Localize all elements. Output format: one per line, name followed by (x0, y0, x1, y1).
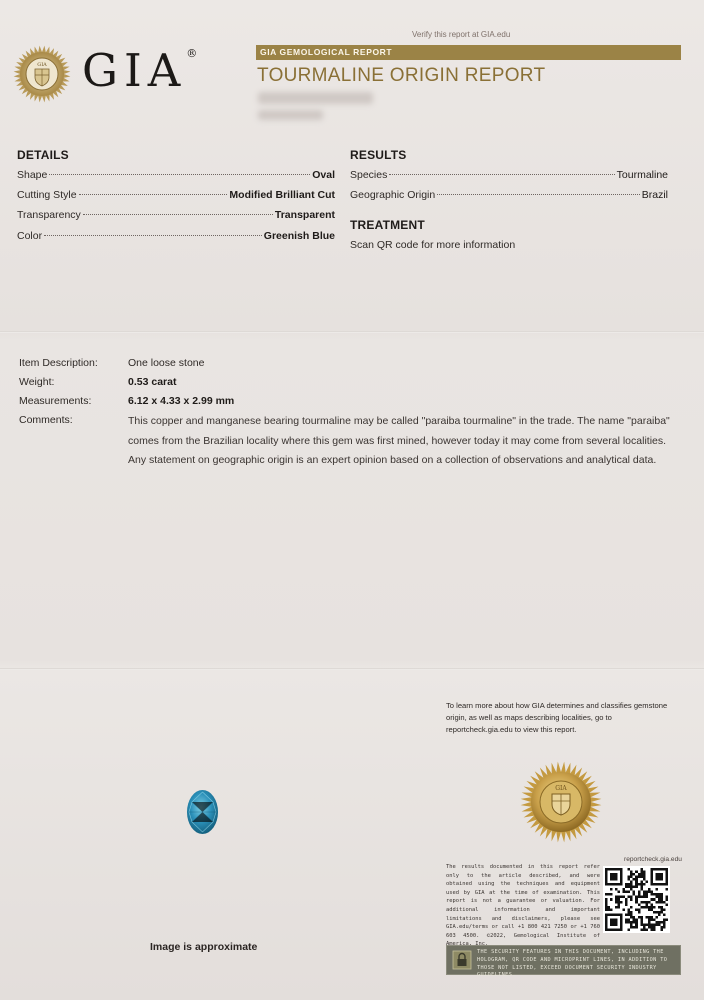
image-caption: Image is approximate (150, 941, 258, 953)
weight-value: 0.53 carat (128, 376, 177, 388)
results-heading: RESULTS (350, 148, 407, 162)
comments-label: Comments: (19, 414, 73, 426)
fold-line (0, 668, 704, 670)
treatment-heading: TREATMENT (350, 218, 425, 232)
security-text: THE SECURITY FEATURES IN THIS DOCUMENT, INCLUDING THE HOLOGRAM, QR CODE AND MICROPRINT LINES, IN ADDITION TO THOSE NOT LISTED, EXCEED DOCUMENT SECURITY INDUSTRY GUIDELINES. (477, 949, 668, 979)
report-type-bar (256, 45, 681, 60)
report-title: TOURMALINE ORIGIN REPORT (257, 65, 546, 86)
fold-line (0, 331, 704, 333)
detail-row-color: Color Greenish Blue (17, 230, 335, 242)
svg-text:GIA: GIA (555, 785, 567, 792)
comments-text (128, 412, 676, 471)
qr-code-icon[interactable] (603, 866, 670, 933)
gia-seal-icon (13, 45, 71, 103)
comments-paragraph: Any statement on geographic origin is an expert opinion based on a collection of observations and analytical data. (128, 454, 657, 466)
details-heading: DETAILS (17, 148, 69, 162)
verify-text[interactable]: Verify this report at GIA.edu (412, 30, 511, 39)
redacted-date (258, 110, 323, 120)
detail-row-shape: Shape Oval (17, 169, 335, 181)
detail-row-cutting-style: Cutting Style Modified Brilliant Cut (17, 189, 335, 201)
detail-row-transparency: Transparency Transparent (17, 209, 335, 221)
qr-url[interactable]: reportcheck.gia.edu (624, 856, 682, 863)
item-description-value: One loose stone (128, 357, 205, 369)
result-row-geographic-origin: Geographic Origin Brazil (350, 189, 668, 201)
security-banner (446, 945, 681, 979)
svg-text:GIA: GIA (37, 62, 47, 68)
disclaimer-text: The results documented in this report refer only to the article described, and were obtained using the techniques and equipment used by GIA at the time of examination. This report is not a guarantee or valuation. For additional information and important limitations and disclaimers, please see GIA.edu/terms or call +1 800 421 7250 or +1 760 603 4500. ©2022, Gemological Institute of (446, 864, 600, 939)
measurements-value: 6.12 x 4.33 x 2.99 mm (128, 395, 235, 407)
weight-label: Weight: (19, 376, 55, 388)
redacted-report-number (258, 92, 373, 104)
gold-seal-icon (520, 761, 602, 843)
measurements-label: Measurements: (19, 395, 92, 407)
comments-paragraph: This copper and manganese bearing tourmaline may be called "paraiba tourmaline" in the trade. The name "paraiba" comes from the Brazilian locality where this gem was first mined, however today it may come from several localities. (128, 415, 670, 447)
lock-icon (452, 950, 472, 970)
result-row-species: Species Tourmaline (350, 169, 668, 181)
learn-more-text: To learn more about how GIA determines and classifies gemstone origin, as well as maps describing localities, go to reportcheck.gia.edu to view this report. (446, 701, 668, 734)
item-description-label: Item Description: (19, 357, 98, 369)
treatment-text: Scan QR code for more information (350, 239, 516, 251)
gia-logo-text: GIA® (82, 44, 198, 97)
gemstone-image (186, 788, 219, 836)
report-type-label: GIA GEMOLOGICAL REPORT (260, 47, 393, 57)
